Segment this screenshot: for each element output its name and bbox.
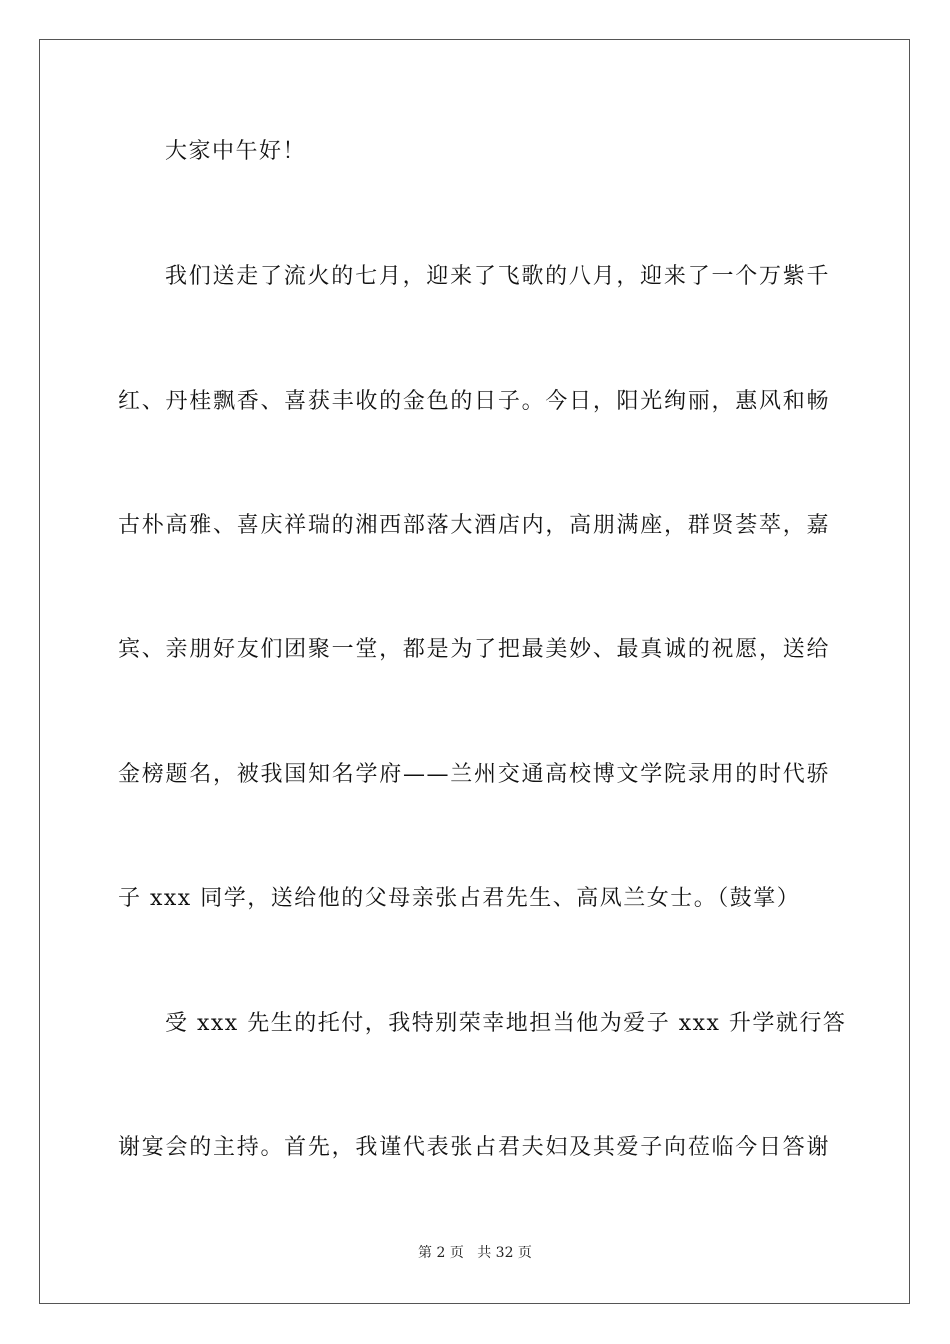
body-line-2: 红、丹桂飘香、喜获丰收的金色的日子。今日，阳光绚丽，惠风和畅 [118, 389, 830, 414]
body-line-1: 我们送走了流火的七月，迎来了飞歌的八月，迎来了一个万紫千 [165, 264, 830, 289]
body-line-5: 金榜题名，被我国知名学府——兰州交通高校博文学院录用的时代骄 [118, 762, 830, 787]
body-line-6: 子 xxx 同学，送给他的父母亲张占君先生、高凤兰女士。（鼓掌） [118, 886, 801, 911]
greeting-line: 大家中午好！ [165, 139, 307, 164]
body-line-8: 谢宴会的主持。首先，我谨代表张占君夫妇及其爱子向莅临今日答谢 [118, 1135, 830, 1160]
body-line-3: 古朴高雅、喜庆祥瑞的湘西部落大酒店内，高朋满座，群贤荟萃，嘉 [118, 513, 830, 538]
page-total: 共 32 页 [477, 1245, 532, 1261]
body-line-7: 受 xxx 先生的托付，我特别荣幸地担当他为爱子 xxx 升学就行答 [165, 1011, 847, 1036]
body-line-4: 宾、亲朋好友们团聚一堂，都是为了把最美妙、最真诚的祝愿，送给 [118, 637, 830, 662]
page-number: 第 2 页 [418, 1245, 464, 1261]
page-footer [0, 1244, 950, 1262]
page-border [39, 39, 910, 1304]
